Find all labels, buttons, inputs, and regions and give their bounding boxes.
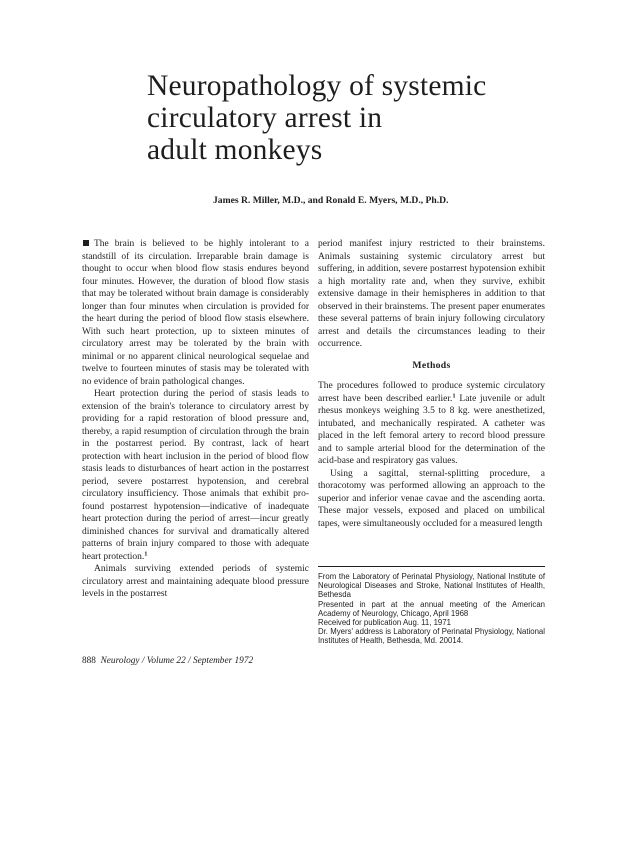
title-line: adult monkeys <box>147 134 323 166</box>
running-footer <box>82 656 253 666</box>
body-paragraph <box>318 380 545 468</box>
author-line: James R. Miller, M.D., and Ronald E. Myers, M.D., Ph.D. <box>213 195 449 206</box>
title-line: circulatory arrest in <box>147 102 383 134</box>
left-column <box>82 238 309 601</box>
paragraph-text: Animals surviving extended periods of systemic circulatory arrest and maintaining adequate blood pressure levels in the postarrest <box>82 564 309 599</box>
square-bullet-icon <box>83 240 89 246</box>
paragraph-text: The procedures followed to produce systemic circulatory arrest have been described earlier. <box>318 381 545 404</box>
article-title <box>147 70 567 166</box>
reference-marker: 1 <box>144 550 148 557</box>
right-column <box>318 238 545 530</box>
body-paragraph <box>318 238 545 351</box>
body-paragraph <box>82 563 309 601</box>
paragraph-text: Heart protection during the period of stasis leads to extension of the brain's tolerance to circulatory arrest by providing for a rapid restoration of blood pressure and, thereby, a rapid resumption of circulation through the brain in the postarrest period. By contrast, lack of heart protection with heart inclusion in the period of blood flow stasis leads to disturbances of heart action in the postarrest period, severe postarrest hypotension, and cerebral circulatory insufficiency. Those animals that exhibit profound postarrest hypotension—indicative of inadequate heart protection during the period of arrest—incur greatly diminished chances for survival and dramatically altered patterns of brain injury compared to those with adequate heart protection. <box>82 389 309 562</box>
article-footnote <box>318 566 545 646</box>
journal-citation: Neurology / Volume 22 / September 1972 <box>100 656 254 666</box>
footnote-affiliation: From the Laboratory of Perinatal Physiology, National Institute of Neurological Diseases and Stroke, National Institutes of Health, Bethesda <box>318 572 545 600</box>
body-paragraph <box>318 468 545 531</box>
paragraph-text: period manifest injury restricted to their brainstems. Animals sustaining systemic circulatory arrest but suffering, in addition, severe postarrest hypotension exhibit a high mortality rate and, when they survive, exhibit extensive damage in their hemispheres in addition to that observed in their brainstems. The present paper enumerates these several patterns of brain injury following circulatory arrest and details the circumstances leading to their occurrence. <box>318 239 545 349</box>
footnote-address: Dr. Myers' address is Laboratory of Perinatal Physiology, National Institutes of Health, Bethesda, Md. 20014. <box>318 627 545 646</box>
paragraph-text: Using a sagittal, sternal-splitting procedure, a thoracotomy was performed allowing an approach to the superior and inferior venae cavae and the ascending aorta. These major vessels, exposed and placed on umbilical tapes, were simultaneously occluded for a measured length <box>318 468 545 529</box>
body-paragraph <box>82 388 309 563</box>
reference-marker: 1 <box>452 392 456 399</box>
title-line: Neuropathology of systemic <box>147 70 487 102</box>
paragraph-text: Late juvenile or adult rhesus monkeys weighing 3.5 to 8 kg. were anesthetized, intubated, and mechanically respirated. A catheter was placed in the left femoral artery to record blood pressure and to sample arterial blood for the determination of the acid-base and respiratory gas values. <box>318 393 545 466</box>
paragraph-text: The brain is believed to be highly intolerant to a standstill of its circulation. Irreparable brain damage is thought to occur when blood flow stasis endures beyond four minutes. However, the duration of blood flow stasis that may be tolerated without brain damage is considerably longer than four minutes when circulation is provided for the heart during the period of blood flow stasis elsewhere. With such heart protection, up to sixteen minutes of circulatory arrest may be tolerated by the brain with minimal or no apparent clinical neurological sequelae and twelve to fourteen minutes of stasis may be tolerated with no evidence of brain pathological changes. <box>82 239 309 387</box>
section-heading-methods: Methods <box>412 359 451 371</box>
body-paragraph <box>82 238 309 388</box>
page-number: 888 <box>82 656 96 666</box>
footnote-received: Received for publication Aug. 11, 1971 <box>318 618 451 628</box>
footnote-presented: Presented in part at the annual meeting of the American Academy of Neurology, Chicago, April 1968 <box>318 599 545 618</box>
